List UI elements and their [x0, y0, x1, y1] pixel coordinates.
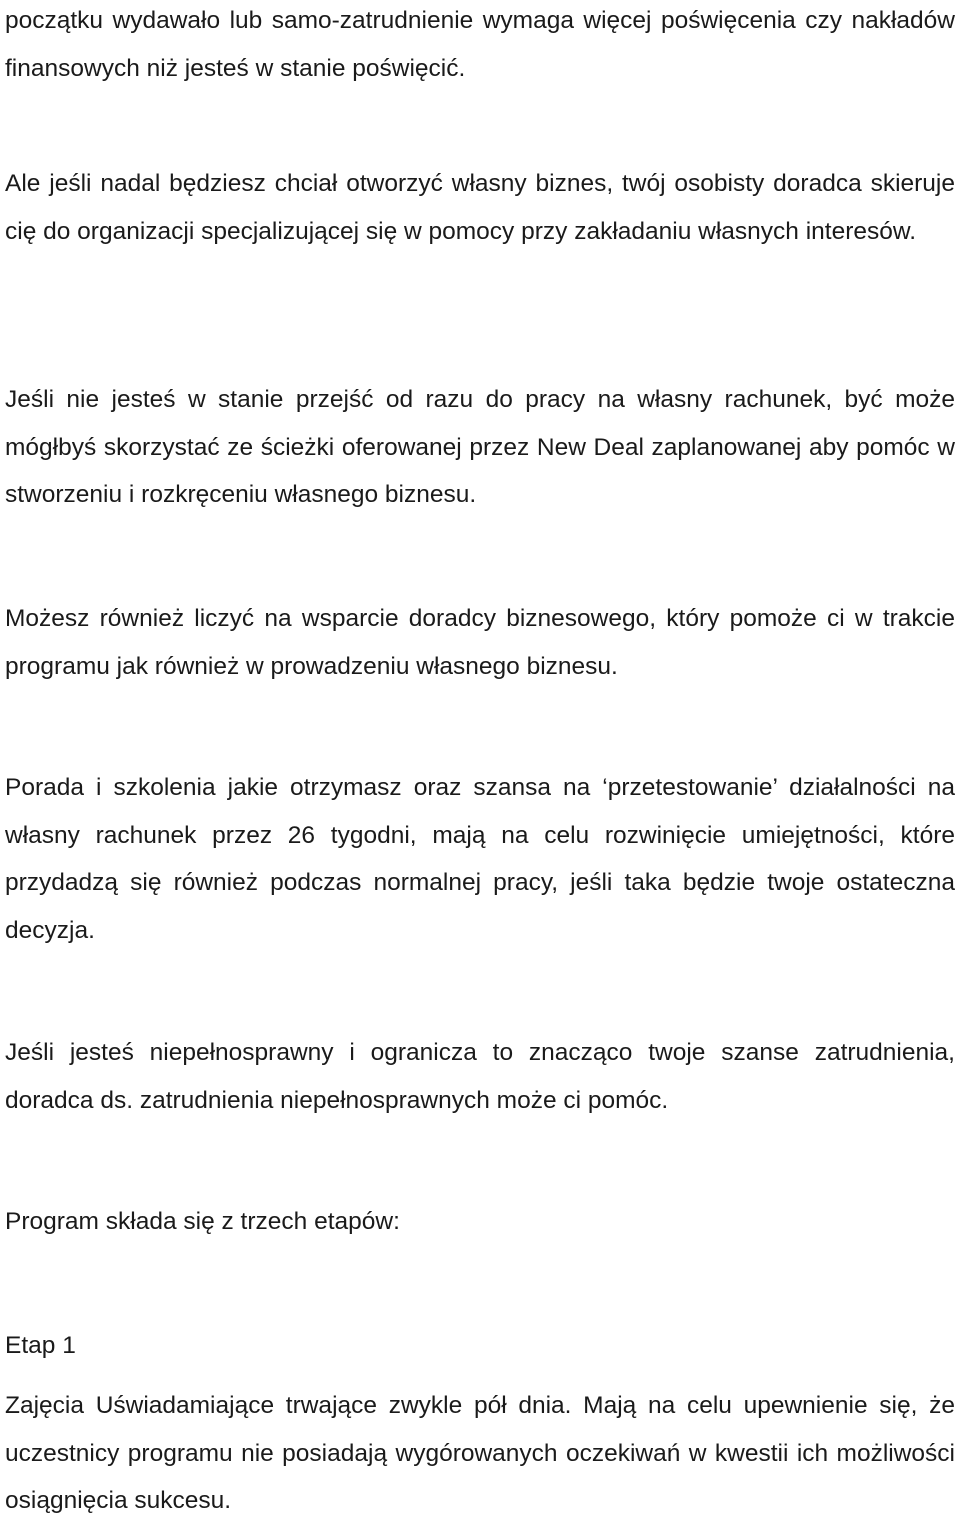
- paragraph-own-business: Ale jeśli nadal będziesz chciał otworzyć własny biznes, twój osobisty doradca skieruje cię do organizacji specjalizującej się w pomocy przy zakładaniu własnych interesów.: [5, 170, 955, 245]
- paragraph-disability: Jeśli jesteś niepełnosprawny i ogranicza to znacząco twoje szanse zatrudnienia, doradca ds. zatrudnienia niepełnosprawnych może ci pomóc.: [5, 1039, 955, 1114]
- paragraph-program-stages: Program składa się z trzech etapów:: [5, 1208, 400, 1235]
- stage-heading: Etap 1: [5, 1332, 76, 1359]
- paragraph-business-advisor: Możesz również liczyć na wsparcie doradcy biznesowego, który pomoże ci w trakcie programu jak również w prowadzeniu własnego biznesu.: [5, 605, 955, 680]
- paragraph-stage-1: Zajęcia Uświadamiające trwające zwykle pół dnia. Mają na celu upewnienie się, że uczestnicy programu nie posiadają wygórowanych oczekiwań w kwestii ich możliwości osiągnięcia sukcesu.: [5, 1392, 955, 1514]
- paragraph-intro-continuation: początku wydawało lub samo-zatrudnienie wymaga więcej poświęcenia czy nakładów finansowych niż jesteś w stanie poświęcić.: [5, 7, 955, 82]
- paragraph-new-deal-path: Jeśli nie jesteś w stanie przejść od razu do pracy na własny rachunek, być może mógłbyś skorzystać ze ścieżki oferowanej przez New Deal zaplanowanej aby pomóc w stworzeniu i rozkręceniu własnego biznesu.: [5, 386, 955, 508]
- paragraph-training: Porada i szkolenia jakie otrzymasz oraz szansa na ‘przetestowanie’ działalności na własny rachunek przez 26 tygodni, mają na celu rozwinięcie umiejętności, które przydadzą się również podczas normalnej pracy, jeśli taka będzie twoje ostateczna decyzja.: [5, 774, 955, 944]
